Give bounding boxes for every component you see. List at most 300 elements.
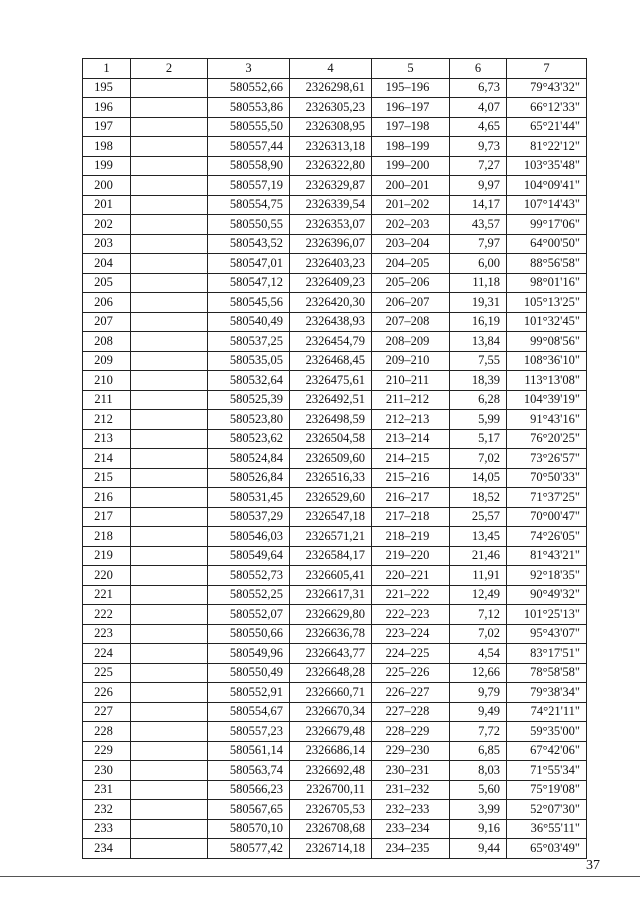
table-cell: 99°08'56" bbox=[507, 332, 587, 352]
table-cell: 211–212 bbox=[372, 390, 450, 410]
table-cell: 6,85 bbox=[450, 741, 507, 761]
table-cell: 224–225 bbox=[372, 644, 450, 664]
table-cell: 104°39'19" bbox=[507, 390, 587, 410]
table-cell: 2326660,71 bbox=[290, 683, 372, 703]
table-row bbox=[83, 254, 587, 274]
table-cell: 203 bbox=[83, 234, 131, 254]
table-cell: 8,03 bbox=[450, 761, 507, 781]
table-cell: 2326308,95 bbox=[290, 117, 372, 137]
table-row bbox=[83, 137, 587, 157]
table-cell: 232 bbox=[83, 800, 131, 820]
table-cell: 580531,45 bbox=[208, 488, 290, 508]
table-cell: 580526,84 bbox=[208, 468, 290, 488]
table-cell: 580549,96 bbox=[208, 644, 290, 664]
table-cell: 210 bbox=[83, 371, 131, 391]
table-cell: 4,54 bbox=[450, 644, 507, 664]
table-cell: 580546,03 bbox=[208, 527, 290, 547]
table-cell: 212–213 bbox=[372, 410, 450, 430]
table-cell: 226–227 bbox=[372, 683, 450, 703]
table-cell: 209 bbox=[83, 351, 131, 371]
table-cell: 81°22'12" bbox=[507, 137, 587, 157]
table-cell: 2326305,23 bbox=[290, 98, 372, 118]
table-cell: 2326686,14 bbox=[290, 741, 372, 761]
table-row bbox=[83, 215, 587, 235]
table-cell: 580523,62 bbox=[208, 429, 290, 449]
table-cell: 227–228 bbox=[372, 702, 450, 722]
table-cell: 81°43'21" bbox=[507, 546, 587, 566]
column-header: 3 bbox=[208, 59, 290, 79]
table-cell: 75°19'08" bbox=[507, 780, 587, 800]
table-row bbox=[83, 371, 587, 391]
table-cell: 76°20'25" bbox=[507, 429, 587, 449]
table-cell: 105°13'25" bbox=[507, 293, 587, 313]
table-cell: 2326708,68 bbox=[290, 819, 372, 839]
table-cell: 199–200 bbox=[372, 156, 450, 176]
table-row bbox=[83, 546, 587, 566]
table-row bbox=[83, 293, 587, 313]
table-cell: 9,79 bbox=[450, 683, 507, 703]
table-cell: 2326509,60 bbox=[290, 449, 372, 469]
column-header: 4 bbox=[290, 59, 372, 79]
table-cell: 64°00'50" bbox=[507, 234, 587, 254]
table-cell bbox=[131, 761, 208, 781]
table-cell bbox=[131, 78, 208, 98]
table-cell: 580550,49 bbox=[208, 663, 290, 683]
table-cell: 580552,91 bbox=[208, 683, 290, 703]
table-cell bbox=[131, 312, 208, 332]
table-cell: 7,02 bbox=[450, 449, 507, 469]
table-cell: 580567,65 bbox=[208, 800, 290, 820]
table-cell: 65°03'49" bbox=[507, 839, 587, 859]
table-cell: 199 bbox=[83, 156, 131, 176]
table-cell: 196 bbox=[83, 98, 131, 118]
page-bottom-rule bbox=[0, 876, 640, 877]
table-cell: 101°32'45" bbox=[507, 312, 587, 332]
table-cell: 205 bbox=[83, 273, 131, 293]
table-cell: 580552,73 bbox=[208, 566, 290, 586]
table-row bbox=[83, 800, 587, 820]
table-cell: 70°00'47" bbox=[507, 507, 587, 527]
table-cell: 580577,42 bbox=[208, 839, 290, 859]
table-cell: 204–205 bbox=[372, 254, 450, 274]
table-row bbox=[83, 761, 587, 781]
table-cell: 13,45 bbox=[450, 527, 507, 547]
table-cell: 202–203 bbox=[372, 215, 450, 235]
table-cell bbox=[131, 566, 208, 586]
table-row bbox=[83, 566, 587, 586]
table-cell: 2326617,31 bbox=[290, 585, 372, 605]
table-cell: 201 bbox=[83, 195, 131, 215]
table-cell: 113°13'08" bbox=[507, 371, 587, 391]
table-row bbox=[83, 663, 587, 683]
table-cell bbox=[131, 624, 208, 644]
table-cell: 7,12 bbox=[450, 605, 507, 625]
table-cell: 230–231 bbox=[372, 761, 450, 781]
table-cell: 206–207 bbox=[372, 293, 450, 313]
table-cell: 52°07'30" bbox=[507, 800, 587, 820]
column-header: 7 bbox=[507, 59, 587, 79]
table-cell: 2326529,60 bbox=[290, 488, 372, 508]
table-cell: 18,52 bbox=[450, 488, 507, 508]
table-cell bbox=[131, 390, 208, 410]
table-cell: 580547,12 bbox=[208, 273, 290, 293]
table-cell: 201–202 bbox=[372, 195, 450, 215]
table-cell: 11,91 bbox=[450, 566, 507, 586]
table-cell: 234–235 bbox=[372, 839, 450, 859]
table-cell: 2326670,34 bbox=[290, 702, 372, 722]
table-cell: 580523,80 bbox=[208, 410, 290, 430]
table-cell bbox=[131, 663, 208, 683]
table-cell: 88°56'58" bbox=[507, 254, 587, 274]
table-cell: 580537,25 bbox=[208, 332, 290, 352]
table-row bbox=[83, 410, 587, 430]
table-cell: 25,57 bbox=[450, 507, 507, 527]
table-row bbox=[83, 624, 587, 644]
table-cell: 220 bbox=[83, 566, 131, 586]
table-cell: 580557,23 bbox=[208, 722, 290, 742]
table-cell: 228 bbox=[83, 722, 131, 742]
table-cell: 224 bbox=[83, 644, 131, 664]
table-cell: 71°55'34" bbox=[507, 761, 587, 781]
table-cell bbox=[131, 410, 208, 430]
table-cell: 2326498,59 bbox=[290, 410, 372, 430]
table-cell: 36°55'11" bbox=[507, 819, 587, 839]
table-cell: 223–224 bbox=[372, 624, 450, 644]
table-cell: 2326692,48 bbox=[290, 761, 372, 781]
table-row bbox=[83, 234, 587, 254]
table-row bbox=[83, 332, 587, 352]
table-cell: 101°25'13" bbox=[507, 605, 587, 625]
table-cell: 2326475,61 bbox=[290, 371, 372, 391]
table-row bbox=[83, 507, 587, 527]
table-cell: 2326629,80 bbox=[290, 605, 372, 625]
table-cell: 78°58'58" bbox=[507, 663, 587, 683]
table-cell: 231–232 bbox=[372, 780, 450, 800]
table-cell: 208 bbox=[83, 332, 131, 352]
table-cell: 219–220 bbox=[372, 546, 450, 566]
table-row bbox=[83, 605, 587, 625]
table-cell: 232–233 bbox=[372, 800, 450, 820]
table-cell: 580552,07 bbox=[208, 605, 290, 625]
table-cell: 204 bbox=[83, 254, 131, 274]
table-cell bbox=[131, 722, 208, 742]
table-cell bbox=[131, 429, 208, 449]
table-cell bbox=[131, 585, 208, 605]
table-cell: 211 bbox=[83, 390, 131, 410]
table-cell: 2326438,93 bbox=[290, 312, 372, 332]
table-row bbox=[83, 176, 587, 196]
table-cell: 2326516,33 bbox=[290, 468, 372, 488]
table-cell: 5,17 bbox=[450, 429, 507, 449]
table-cell: 43,57 bbox=[450, 215, 507, 235]
table-cell: 7,55 bbox=[450, 351, 507, 371]
coordinates-table bbox=[82, 58, 587, 859]
table-cell: 580561,14 bbox=[208, 741, 290, 761]
table-cell: 16,19 bbox=[450, 312, 507, 332]
table-row bbox=[83, 839, 587, 859]
table-cell: 2326313,18 bbox=[290, 137, 372, 157]
table-cell: 74°21'11" bbox=[507, 702, 587, 722]
table-row bbox=[83, 780, 587, 800]
table-cell: 231 bbox=[83, 780, 131, 800]
table-cell: 215 bbox=[83, 468, 131, 488]
table-cell: 222 bbox=[83, 605, 131, 625]
table-cell: 226 bbox=[83, 683, 131, 703]
table-cell: 209–210 bbox=[372, 351, 450, 371]
table-cell: 195 bbox=[83, 78, 131, 98]
table-cell: 2326547,18 bbox=[290, 507, 372, 527]
table-cell bbox=[131, 741, 208, 761]
table-cell: 2326571,21 bbox=[290, 527, 372, 547]
table-cell bbox=[131, 468, 208, 488]
table-row bbox=[83, 683, 587, 703]
table-cell: 7,72 bbox=[450, 722, 507, 742]
table-cell: 223 bbox=[83, 624, 131, 644]
table-cell: 203–204 bbox=[372, 234, 450, 254]
table-cell bbox=[131, 234, 208, 254]
table-cell: 221–222 bbox=[372, 585, 450, 605]
table-cell: 9,49 bbox=[450, 702, 507, 722]
table-cell bbox=[131, 351, 208, 371]
table-row bbox=[83, 644, 587, 664]
table-cell bbox=[131, 780, 208, 800]
table-cell: 103°35'48" bbox=[507, 156, 587, 176]
table-cell: 79°38'34" bbox=[507, 683, 587, 703]
table-cell: 108°36'10" bbox=[507, 351, 587, 371]
table-cell: 580545,56 bbox=[208, 293, 290, 313]
table-cell: 2326605,41 bbox=[290, 566, 372, 586]
table-cell: 580557,19 bbox=[208, 176, 290, 196]
table-cell: 580550,66 bbox=[208, 624, 290, 644]
table-cell: 9,97 bbox=[450, 176, 507, 196]
table-cell: 5,60 bbox=[450, 780, 507, 800]
table-cell: 580552,25 bbox=[208, 585, 290, 605]
table-cell bbox=[131, 273, 208, 293]
table-cell: 580543,52 bbox=[208, 234, 290, 254]
table-row bbox=[83, 741, 587, 761]
table-cell: 2326454,79 bbox=[290, 332, 372, 352]
table-row bbox=[83, 195, 587, 215]
table-cell bbox=[131, 215, 208, 235]
table-cell: 215–216 bbox=[372, 468, 450, 488]
table-row bbox=[83, 585, 587, 605]
table-cell: 2326492,51 bbox=[290, 390, 372, 410]
table-cell: 230 bbox=[83, 761, 131, 781]
table-cell: 580540,49 bbox=[208, 312, 290, 332]
table-cell: 580563,74 bbox=[208, 761, 290, 781]
table-cell: 74°26'05" bbox=[507, 527, 587, 547]
table-row bbox=[83, 117, 587, 137]
table-row bbox=[83, 722, 587, 742]
table-cell: 14,05 bbox=[450, 468, 507, 488]
table-cell: 6,73 bbox=[450, 78, 507, 98]
table-cell: 98°01'16" bbox=[507, 273, 587, 293]
table-cell: 2326322,80 bbox=[290, 156, 372, 176]
table-cell: 2326648,28 bbox=[290, 663, 372, 683]
table-cell: 234 bbox=[83, 839, 131, 859]
table-cell: 73°26'57" bbox=[507, 449, 587, 469]
column-header: 2 bbox=[131, 59, 208, 79]
table-cell: 2326714,18 bbox=[290, 839, 372, 859]
table-cell: 229 bbox=[83, 741, 131, 761]
table-cell: 6,28 bbox=[450, 390, 507, 410]
table-cell: 214 bbox=[83, 449, 131, 469]
table-cell: 2326468,45 bbox=[290, 351, 372, 371]
table-cell: 66°12'33" bbox=[507, 98, 587, 118]
table-cell: 580550,55 bbox=[208, 215, 290, 235]
table-cell: 92°18'35" bbox=[507, 566, 587, 586]
table-cell: 205–206 bbox=[372, 273, 450, 293]
table-cell: 580554,67 bbox=[208, 702, 290, 722]
table-cell: 213 bbox=[83, 429, 131, 449]
table-cell: 59°35'00" bbox=[507, 722, 587, 742]
table-cell: 4,65 bbox=[450, 117, 507, 137]
table-cell: 2326643,77 bbox=[290, 644, 372, 664]
table-cell: 18,39 bbox=[450, 371, 507, 391]
page-number: 37 bbox=[586, 858, 600, 873]
table-cell: 198–199 bbox=[372, 137, 450, 157]
table-cell: 6,00 bbox=[450, 254, 507, 274]
table-cell: 2326339,54 bbox=[290, 195, 372, 215]
table-cell: 2326403,23 bbox=[290, 254, 372, 274]
table-cell: 2326396,07 bbox=[290, 234, 372, 254]
table-cell: 580537,29 bbox=[208, 507, 290, 527]
table-cell: 229–230 bbox=[372, 741, 450, 761]
table-cell: 580553,86 bbox=[208, 98, 290, 118]
table-header-row bbox=[83, 59, 587, 79]
table-cell bbox=[131, 527, 208, 547]
table-cell bbox=[131, 819, 208, 839]
table-cell: 580570,10 bbox=[208, 819, 290, 839]
table-cell: 90°49'32" bbox=[507, 585, 587, 605]
table-cell: 197–198 bbox=[372, 117, 450, 137]
column-header: 6 bbox=[450, 59, 507, 79]
table-cell: 227 bbox=[83, 702, 131, 722]
table-cell: 580547,01 bbox=[208, 254, 290, 274]
table-row bbox=[83, 527, 587, 547]
table-cell: 218–219 bbox=[372, 527, 450, 547]
table-cell: 107°14'43" bbox=[507, 195, 587, 215]
table-cell bbox=[131, 371, 208, 391]
table-cell: 2326705,53 bbox=[290, 800, 372, 820]
table-cell: 91°43'16" bbox=[507, 410, 587, 430]
table-cell bbox=[131, 195, 208, 215]
table-cell: 95°43'07" bbox=[507, 624, 587, 644]
table-cell bbox=[131, 332, 208, 352]
table-cell bbox=[131, 488, 208, 508]
table-cell: 580524,84 bbox=[208, 449, 290, 469]
table-row bbox=[83, 390, 587, 410]
table-cell: 5,99 bbox=[450, 410, 507, 430]
table-cell bbox=[131, 644, 208, 664]
table-cell: 217–218 bbox=[372, 507, 450, 527]
table-cell: 214–215 bbox=[372, 449, 450, 469]
table-cell: 9,16 bbox=[450, 819, 507, 839]
table-cell: 104°09'41" bbox=[507, 176, 587, 196]
table-cell: 14,17 bbox=[450, 195, 507, 215]
table-cell: 12,66 bbox=[450, 663, 507, 683]
table-row bbox=[83, 819, 587, 839]
table-cell: 4,07 bbox=[450, 98, 507, 118]
table-cell: 2326420,30 bbox=[290, 293, 372, 313]
table-row bbox=[83, 78, 587, 98]
table-cell: 79°43'32" bbox=[507, 78, 587, 98]
table-cell: 580558,90 bbox=[208, 156, 290, 176]
table-row bbox=[83, 449, 587, 469]
table-row bbox=[83, 273, 587, 293]
table-cell: 225 bbox=[83, 663, 131, 683]
table-cell: 212 bbox=[83, 410, 131, 430]
table-cell: 580554,75 bbox=[208, 195, 290, 215]
table-cell: 9,44 bbox=[450, 839, 507, 859]
table-cell: 196–197 bbox=[372, 98, 450, 118]
table-cell: 2326504,58 bbox=[290, 429, 372, 449]
table-cell: 2326329,87 bbox=[290, 176, 372, 196]
table-cell: 71°37'25" bbox=[507, 488, 587, 508]
table-cell: 580549,64 bbox=[208, 546, 290, 566]
table-cell: 7,02 bbox=[450, 624, 507, 644]
table-cell: 233 bbox=[83, 819, 131, 839]
table-row bbox=[83, 702, 587, 722]
table-cell: 2326636,78 bbox=[290, 624, 372, 644]
table-cell: 207–208 bbox=[372, 312, 450, 332]
table-cell: 2326584,17 bbox=[290, 546, 372, 566]
table-cell: 580557,44 bbox=[208, 137, 290, 157]
table-cell: 222–223 bbox=[372, 605, 450, 625]
table-cell: 21,46 bbox=[450, 546, 507, 566]
table-cell: 12,49 bbox=[450, 585, 507, 605]
table-cell bbox=[131, 98, 208, 118]
table-cell: 228–229 bbox=[372, 722, 450, 742]
table-cell bbox=[131, 293, 208, 313]
table-cell: 3,99 bbox=[450, 800, 507, 820]
table-cell: 218 bbox=[83, 527, 131, 547]
table-cell: 67°42'06" bbox=[507, 741, 587, 761]
table-row bbox=[83, 98, 587, 118]
table-cell: 2326679,48 bbox=[290, 722, 372, 742]
table-cell bbox=[131, 683, 208, 703]
table-cell: 207 bbox=[83, 312, 131, 332]
table-cell bbox=[131, 702, 208, 722]
table-row bbox=[83, 312, 587, 332]
table-cell bbox=[131, 137, 208, 157]
table-cell: 7,97 bbox=[450, 234, 507, 254]
table-cell bbox=[131, 449, 208, 469]
table-row bbox=[83, 429, 587, 449]
table-cell: 13,84 bbox=[450, 332, 507, 352]
table-cell: 2326700,11 bbox=[290, 780, 372, 800]
table-cell bbox=[131, 156, 208, 176]
table-cell: 99°17'06" bbox=[507, 215, 587, 235]
table-cell: 219 bbox=[83, 546, 131, 566]
table-cell: 19,31 bbox=[450, 293, 507, 313]
table-cell: 580532,64 bbox=[208, 371, 290, 391]
table-cell: 580566,23 bbox=[208, 780, 290, 800]
table-cell: 216–217 bbox=[372, 488, 450, 508]
table-cell: 70°50'33" bbox=[507, 468, 587, 488]
table-cell: 216 bbox=[83, 488, 131, 508]
table-row bbox=[83, 351, 587, 371]
table-cell: 220–221 bbox=[372, 566, 450, 586]
table-cell: 9,73 bbox=[450, 137, 507, 157]
table-row bbox=[83, 156, 587, 176]
table-cell: 200–201 bbox=[372, 176, 450, 196]
table-cell bbox=[131, 176, 208, 196]
table-cell bbox=[131, 800, 208, 820]
table-cell: 83°17'51" bbox=[507, 644, 587, 664]
table-cell: 225–226 bbox=[372, 663, 450, 683]
table-cell: 2326409,23 bbox=[290, 273, 372, 293]
